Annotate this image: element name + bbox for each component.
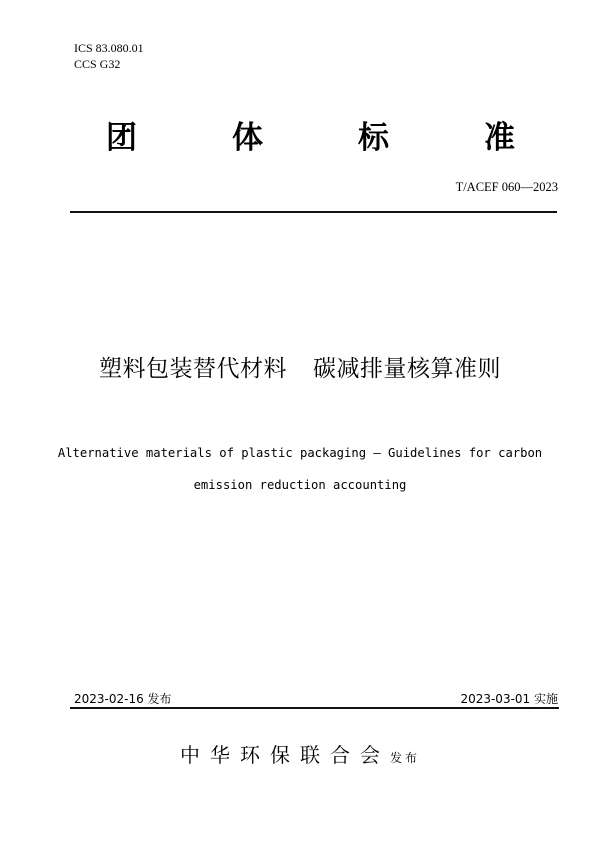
top-divider <box>70 211 557 213</box>
classification-codes <box>74 40 144 72</box>
issue-date: 2023-02-16 发布 <box>74 692 172 706</box>
standard-type-heading <box>0 112 600 156</box>
chinese-title <box>0 350 600 383</box>
implementation-date: 2023-03-01 实施 <box>460 692 558 706</box>
standard-type-char: 标 <box>358 120 389 156</box>
standard-type-char: 团 <box>106 120 137 156</box>
publisher-suffix: 发布 <box>389 751 420 765</box>
english-title-line2: emission reduction accounting <box>193 478 407 492</box>
standard-type-char: 体 <box>232 120 263 156</box>
bottom-divider <box>70 707 559 709</box>
standard-number: T/ACEF 060—2023 <box>455 180 558 194</box>
english-title-line1: Alternative materials of plastic packaging — Guidelines for carbon <box>57 446 543 460</box>
ics-code: ICS 83.080.01 <box>74 41 144 55</box>
ccs-code: CCS G32 <box>74 57 121 71</box>
chinese-title-part2: 碳减排量核算准则 <box>313 356 501 382</box>
publisher <box>0 739 600 768</box>
chinese-title-part1: 塑料包装替代材料 <box>99 356 287 382</box>
standard-type-char: 准 <box>484 120 515 156</box>
publisher-org: 中华环保联合会 <box>179 743 390 767</box>
